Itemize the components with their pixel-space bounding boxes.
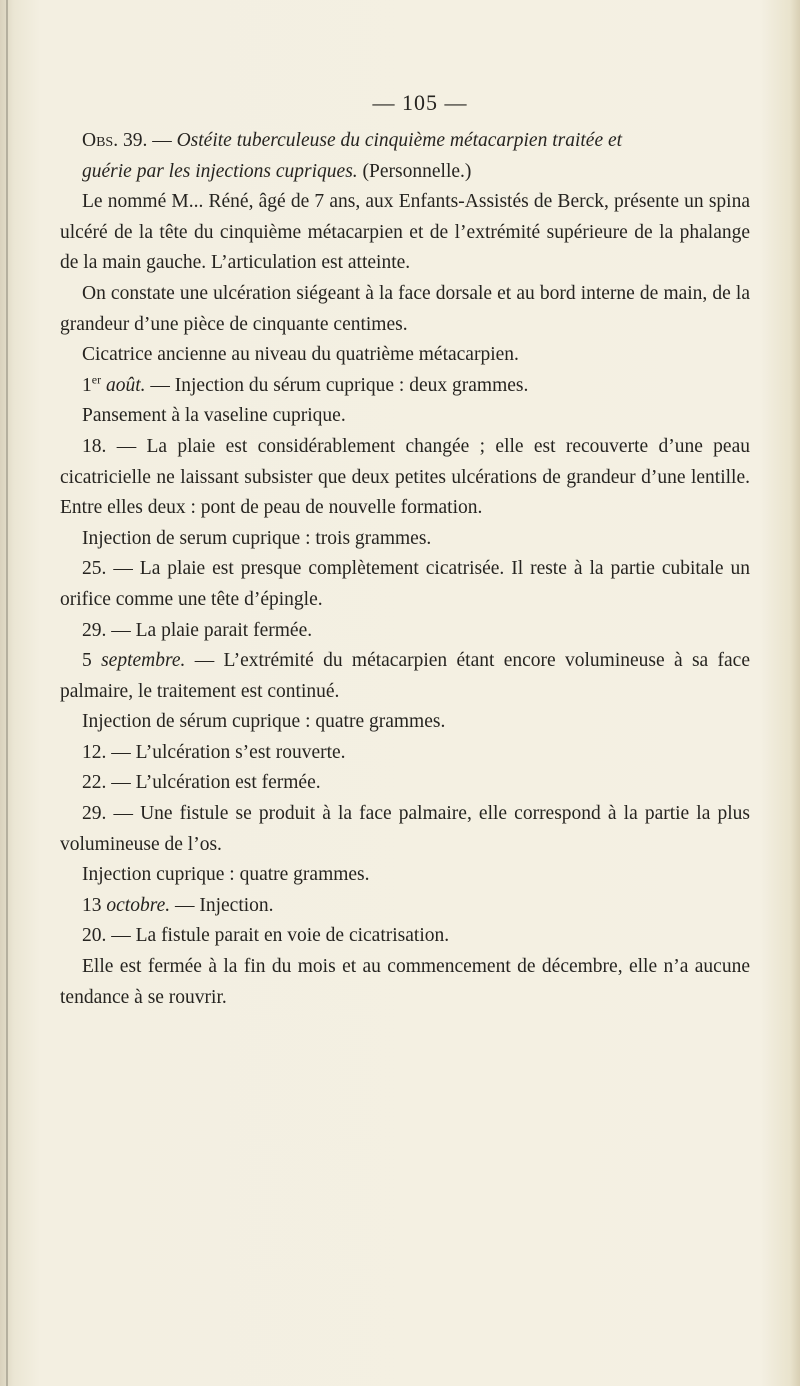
date-day: 1	[82, 374, 92, 396]
paragraph-5: Pansement à la vaseline cuprique.	[82, 405, 346, 427]
page-binding-edge	[6, 0, 8, 1386]
date-day: 5	[82, 650, 92, 672]
paragraph-10	[60, 646, 750, 707]
observation-heading	[60, 126, 750, 187]
observation-dash: —	[152, 130, 172, 151]
paragraph-6: 18. — La plaie est considérablement changée ; elle est recouverte d’une peau cicatricielle ne laissant subsister que deux petites ulcérations de grandeur d’une lentille. Entre elles deux : pont de peau de nouvelle formation.	[60, 435, 750, 519]
observation-title-line2: guérie par les injections cupriques.	[82, 160, 358, 182]
date-month: octobre.	[106, 894, 171, 916]
date-superscript: er	[91, 372, 102, 387]
paragraph-1: Le nommé M... Réné, âgé de 7 ans, aux Enfants-Assistés de Berck, présente un spina ulcéré de la tête du cinquième métacarpien et de l’extrémité supérieure de la phalange de la main gauche. L’articulation est atteinte.	[60, 191, 750, 274]
paragraph-9: 29. — La plaie parait fermée.	[82, 619, 313, 641]
date-month: août.	[105, 374, 146, 396]
paragraph-2: On constate une ulcération siégeant à la face dorsale et au bord interne de main, de la grandeur d’une pièce de cinquante centimes.	[60, 282, 750, 335]
paragraph-17: 20. — La fistule parait en voie de cicatrisation.	[82, 925, 450, 947]
paragraph-7: Injection de serum cuprique : trois grammes.	[82, 527, 432, 549]
paragraph-3: Cicatrice ancienne au niveau du quatrième métacarpien.	[82, 344, 519, 366]
paragraph-14: 29. — Une fistule se produit à la face palmaire, elle correspond à la partie la plus volumineuse de l’os.	[60, 803, 750, 855]
observation-title-line2-wrap	[60, 157, 750, 188]
page-body	[60, 126, 750, 1013]
paragraph-15: Injection cuprique : quatre grammes.	[82, 864, 370, 886]
observation-label: Obs.	[82, 130, 119, 151]
paragraph-8: 25. — La plaie est presque complètement cicatrisée. Il reste à la partie cubitale un orifice comme une tête d’épingle.	[60, 558, 750, 610]
date-month: septembre.	[101, 650, 186, 672]
paragraph-11: Injection de sérum cuprique : quatre grammes.	[82, 711, 446, 733]
paragraph-13: 22. — L’ulcération est fermée.	[82, 772, 321, 794]
paragraph-10-text: — L’extrémité du métacarpien étant encore volumineuse à sa face palmaire, le traitement est continué.	[60, 650, 750, 702]
paragraph-4	[60, 371, 750, 402]
paragraph-12: 12. — L’ulcération s’est rouverte.	[82, 741, 346, 763]
paragraph-16-text: — Injection.	[170, 894, 274, 916]
paragraph-18: Elle est fermée à la fin du mois et au commencement de décembre, elle n’a aucune tendance à se rouvrir.	[60, 956, 750, 1008]
paragraph-4-text: — Injection du sérum cuprique : deux grammes.	[145, 374, 529, 396]
observation-source: (Personnelle.)	[362, 160, 472, 182]
paragraph-16	[60, 891, 750, 922]
observation-number: 39.	[122, 130, 148, 151]
page-number: — 105 —	[372, 90, 468, 115]
observation-title-line1: Ostéite tuberculeuse du cinquième métacarpien traitée et	[176, 130, 623, 151]
date-day: 13	[82, 894, 102, 916]
